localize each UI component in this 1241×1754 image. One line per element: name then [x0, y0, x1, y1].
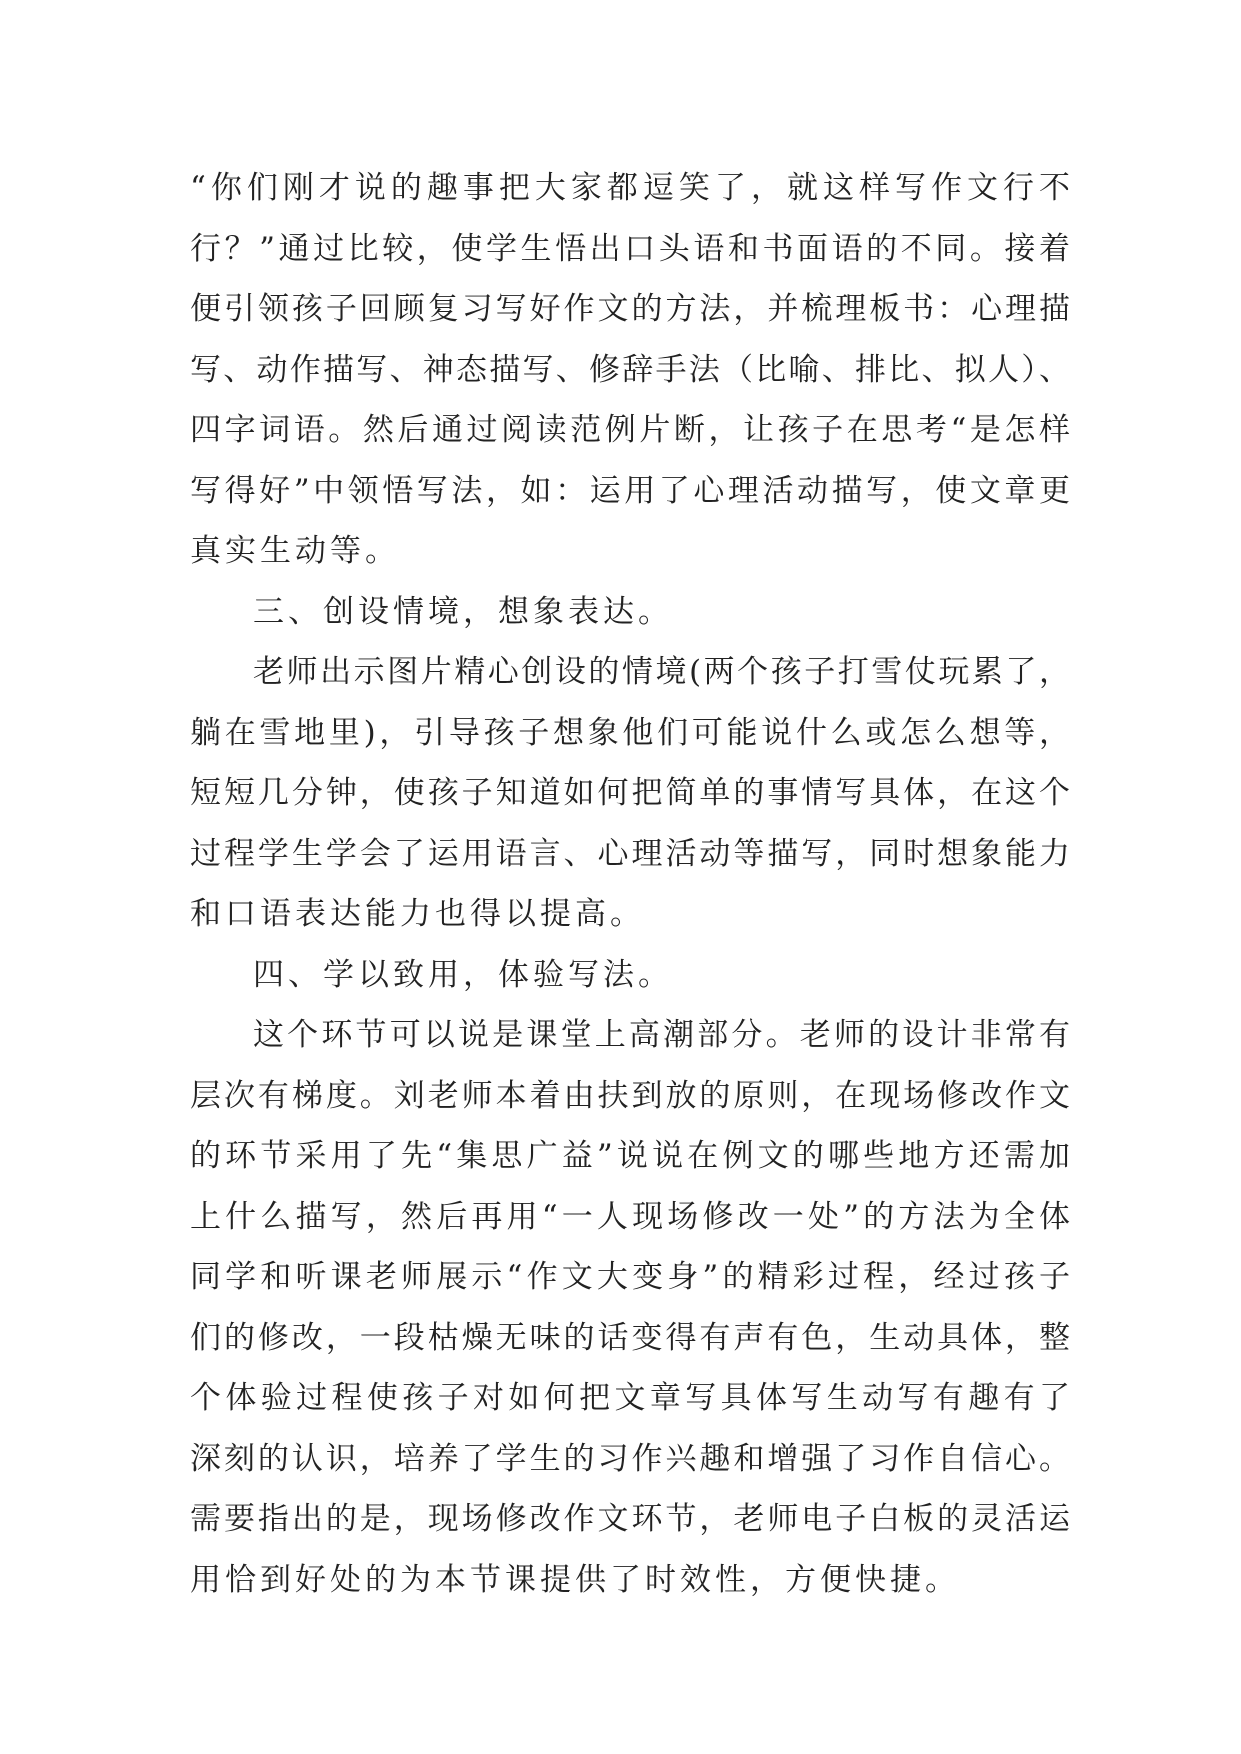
paragraph-line: 短短几分钟，使孩子知道如何把简单的事情写具体，在这个 [190, 775, 1070, 811]
paragraph-line: 便引领孩子回顾复习写好作文的方法，并梳理板书：心理描 [190, 291, 1070, 327]
paragraph-line: 过程学生学会了运用语言、心理活动等描写，同时想象能力 [190, 835, 1070, 872]
paragraph-line: 深刻的认识，培养了学生的习作兴趣和增强了习作自信心。 [190, 1440, 1070, 1477]
paragraph-line: 这个环节可以说是课堂上高潮部分。老师的设计非常有 [253, 1017, 1070, 1053]
paragraph-line: 的环节采用了先“集思广益”说说在例文的哪些地方还需加 [190, 1138, 1070, 1174]
paragraph-line: 同学和听课老师展示“作文大变身”的精彩过程，经过孩子 [190, 1259, 1070, 1295]
paragraph-line: 行？”通过比较，使学生悟出口头语和书面语的不同。接着 [190, 230, 1070, 267]
section-heading: 四、学以致用，体验写法。 [253, 956, 673, 993]
paragraph-line: 真实生动等。 [190, 533, 400, 569]
paragraph-line: 层次有梯度。刘老师本着由扶到放的原则，在现场修改作文 [190, 1077, 1070, 1114]
paragraph-line: 躺在雪地里)，引导孩子想象他们可能说什么或怎么想等， [190, 714, 1070, 751]
paragraph-line: 上什么描写，然后再用“一人现场修改一处”的方法为全体 [190, 1198, 1070, 1235]
paragraph-line: 和口语表达能力也得以提高。 [190, 896, 645, 932]
paragraph-line: 写、动作描写、神态描写、修辞手法（比喻、排比、拟人）、 [190, 351, 1070, 388]
paragraph-line: “你们刚才说的趣事把大家都逗笑了，就这样写作文行不 [190, 170, 1070, 206]
paragraph-line: 们的修改，一段枯燥无味的话变得有声有色，生动具体，整 [190, 1319, 1070, 1356]
paragraph-line: 需要指出的是，现场修改作文环节，老师电子白板的灵活运 [190, 1501, 1070, 1537]
document-body [190, 158, 1070, 1610]
paragraph-line: 个体验过程使孩子对如何把文章写具体写生动写有趣有了 [190, 1380, 1070, 1416]
paragraph-line: 写得好”中领悟写法，如：运用了心理活动描写，使文章更 [190, 472, 1070, 509]
section-heading: 三、创设情境，想象表达。 [253, 593, 673, 630]
paragraph-line: 老师出示图片精心创设的情境(两个孩子打雪仗玩累了， [253, 654, 1070, 690]
paragraph-line: 用恰到好处的为本节课提供了时效性，方便快捷。 [190, 1561, 960, 1598]
paragraph-line: 四字词语。然后通过阅读范例片断，让孩子在思考“是怎样 [190, 412, 1070, 448]
